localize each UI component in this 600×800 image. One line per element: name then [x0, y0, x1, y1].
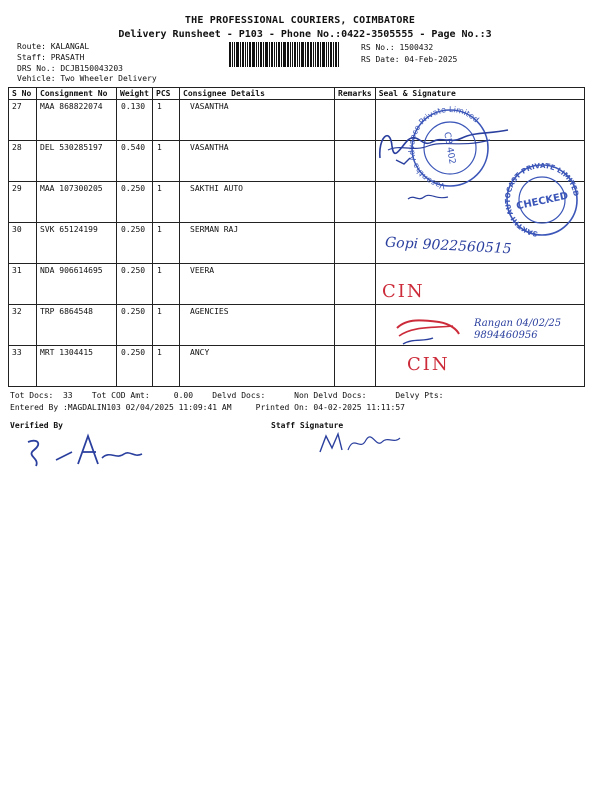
barcode-bar — [322, 42, 325, 67]
cell-consignment: TRP 6864548 — [37, 305, 117, 346]
barcode-bar — [310, 42, 312, 67]
cell-remarks — [335, 346, 376, 387]
cell-weight: 0.250 — [117, 305, 153, 346]
barcode-bar — [240, 42, 241, 67]
signature-scribble-icon — [406, 190, 450, 204]
cell-pcs: 1 — [153, 182, 180, 223]
column-header: Consignee Details — [180, 88, 335, 100]
cell-consignee: SAKTHI AUTO — [180, 182, 335, 223]
cell-pcs: 1 — [153, 100, 180, 141]
cell-pcs: 1 — [153, 305, 180, 346]
barcode-bar — [276, 42, 277, 67]
handwritten-note-row-30: Gopi 9022560515 — [384, 234, 512, 258]
verified-signature-icon — [18, 430, 148, 472]
barcode-bar — [299, 42, 300, 67]
barcode-bar — [260, 42, 262, 67]
totals-line: Tot Docs: 33 Tot COD Amt: 0.00 Delvd Docs: Non Delvd Docs: Delvy Pts: — [10, 391, 444, 400]
barcode-bar — [294, 42, 296, 67]
barcode-bar — [256, 42, 257, 67]
cell-consignee: AGENCIES — [180, 305, 335, 346]
cell-sno: 29 — [9, 182, 37, 223]
barcode-bar — [271, 42, 273, 67]
signature-scribble-icon — [370, 118, 520, 170]
cell-consignment: NDA 906614695 — [37, 264, 117, 305]
barcode-bar — [335, 42, 337, 67]
sakthi-stamp-ring-text: SAKTHI AUTOCAST PRIVATE LIMITED — [503, 161, 580, 238]
rs-date: RS Date: 04-Feb-2025 — [361, 55, 458, 64]
barcode-bar — [320, 42, 321, 67]
barcode-bar — [333, 42, 334, 67]
barcode-bar — [326, 42, 327, 67]
cell-consignee: SERMAN RAJ — [180, 223, 335, 264]
barcode-bar — [315, 42, 316, 67]
vasantha-stamp-ring-text: Vasantha Advance Private Limited — [407, 104, 481, 191]
barcode-bar — [247, 42, 248, 67]
barcode-bar — [229, 42, 231, 67]
barcode-bar — [287, 42, 289, 67]
barcode — [229, 42, 355, 67]
barcode-bar — [265, 42, 268, 67]
column-header: S No — [9, 88, 37, 100]
cell-consignment: DEL 530285197 — [37, 141, 117, 182]
barcode-bar — [249, 42, 251, 67]
signature-scribble-icon — [393, 312, 463, 348]
staff-signature-icon — [316, 424, 406, 460]
barcode-bar — [307, 42, 309, 67]
cell-consignee: VASANTHA — [180, 100, 335, 141]
vasantha-stamp-code: CB 402 — [441, 131, 457, 166]
sakthi-autocast-stamp — [502, 160, 582, 240]
cell-sno: 31 — [9, 264, 37, 305]
barcode-bar — [234, 42, 235, 67]
cell-consignment: SVK 65124199 — [37, 223, 117, 264]
column-header: PCS — [153, 88, 180, 100]
cell-pcs: 1 — [153, 264, 180, 305]
column-header: Weight — [117, 88, 153, 100]
cell-sno: 28 — [9, 141, 37, 182]
entered-by-line: Entered By :MAGDALIN103 02/04/2025 11:09:41 AM Printed On: 04-02-2025 11:11:57 — [10, 403, 405, 412]
drs-number: DRS No.: DCJB150043203 — [17, 64, 123, 73]
barcode-bar — [258, 42, 259, 67]
barcode-bar — [338, 42, 339, 67]
barcode-bar — [330, 42, 332, 67]
barcode-bar — [245, 42, 246, 67]
document-subtitle: Delivery Runsheet - P103 - Phone No.:0422-3505555 - Page No.:3 — [118, 29, 492, 40]
cell-consignment: MAA 107300205 — [37, 182, 117, 223]
barcode-bar — [283, 42, 286, 67]
barcode-bar — [290, 42, 291, 67]
barcode-bar — [301, 42, 304, 67]
staff-label: Staff: PRASATH — [17, 53, 85, 62]
cell-sno: 32 — [9, 305, 37, 346]
cell-pcs: 1 — [153, 141, 180, 182]
barcode-bar — [236, 42, 239, 67]
table-header-row — [9, 88, 585, 100]
table-row — [9, 346, 585, 387]
column-header: Seal & Signature — [375, 88, 584, 100]
barcode-bar — [274, 42, 275, 67]
barcode-bar — [232, 42, 233, 67]
sakthi-stamp-checked: CHECKED — [515, 190, 570, 213]
barcode-bar — [281, 42, 282, 67]
cell-consignment: MRT 1304415 — [37, 346, 117, 387]
cell-weight: 0.250 — [117, 223, 153, 264]
rs-number: RS No.: 1500432 — [361, 43, 434, 52]
cell-weight: 0.250 — [117, 182, 153, 223]
vehicle-label: Vehicle: Two Wheeler Delivery — [17, 74, 157, 83]
cell-remarks — [335, 305, 376, 346]
barcode-bar — [305, 42, 306, 67]
barcode-bar — [313, 42, 314, 67]
handwritten-note-row-31: CIN — [382, 281, 425, 302]
cell-sno: 33 — [9, 346, 37, 387]
barcode-bar — [252, 42, 255, 67]
verified-by-label: Verified By — [10, 421, 63, 430]
cell-remarks — [335, 264, 376, 305]
barcode-bar — [317, 42, 319, 67]
cell-sno: 30 — [9, 223, 37, 264]
document-title: THE PROFESSIONAL COURIERS, COIMBATORE — [184, 15, 416, 26]
barcode-bar — [278, 42, 280, 67]
staff-signature-label: Staff Signature — [271, 421, 344, 430]
barcode-bar — [242, 42, 244, 67]
cell-consignee: VEERA — [180, 264, 335, 305]
cell-weight: 0.250 — [117, 346, 153, 387]
cell-sno: 27 — [9, 100, 37, 141]
barcode-bar — [297, 42, 298, 67]
cell-consignment: MAA 868822074 — [37, 100, 117, 141]
cell-pcs: 1 — [153, 223, 180, 264]
handwritten-note-row-32: Rangan 04/02/25 9894460956 — [474, 318, 562, 341]
cell-consignee: VASANTHA — [180, 141, 335, 182]
barcode-bar — [269, 42, 270, 67]
barcode-bar — [263, 42, 264, 67]
cell-pcs: 1 — [153, 346, 180, 387]
table-row — [9, 264, 585, 305]
route-label: Route: KALANGAL — [17, 42, 90, 51]
cell-remarks — [335, 182, 376, 223]
column-header: Remarks — [335, 88, 376, 100]
cell-weight: 0.540 — [117, 141, 153, 182]
cell-consignee: ANCY — [180, 346, 335, 387]
cell-weight: 0.130 — [117, 100, 153, 141]
cell-weight: 0.250 — [117, 264, 153, 305]
barcode-bar — [328, 42, 329, 67]
cell-remarks — [335, 223, 376, 264]
column-header: Consignment No — [37, 88, 117, 100]
barcode-bar — [292, 42, 293, 67]
handwritten-note-row-33: CIN — [407, 354, 450, 375]
